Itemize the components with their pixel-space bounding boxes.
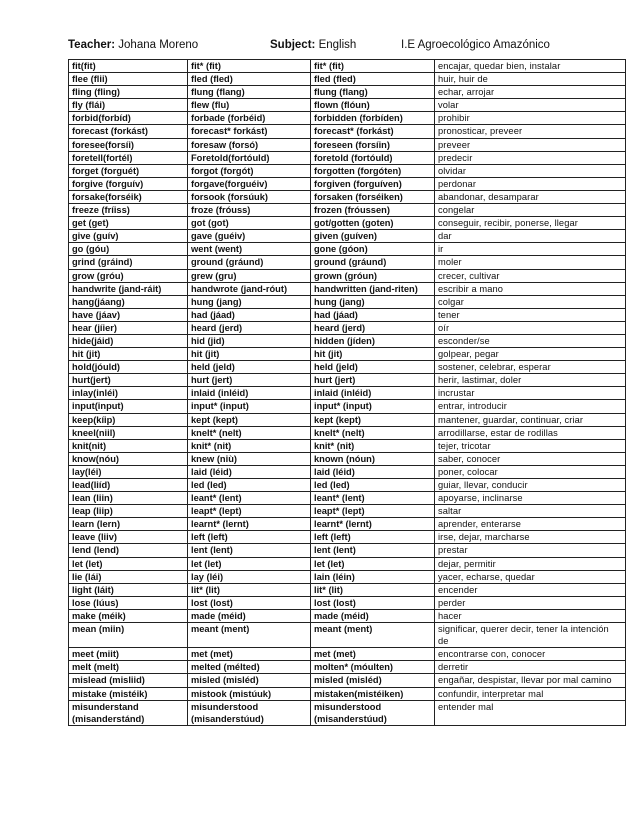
past-participle-cell: handwritten (jand-riten) — [311, 282, 435, 295]
table-row — [69, 321, 626, 334]
table-row — [69, 230, 626, 243]
infinitive-cell: forecast (forkást) — [69, 125, 188, 138]
past-cell: had (jáad) — [188, 308, 311, 321]
past-participle-cell: hidden (jíden) — [311, 334, 435, 347]
past-participle-cell: hit (jit) — [311, 348, 435, 361]
past-cell: leapt* (lept) — [188, 505, 311, 518]
table-row — [69, 505, 626, 518]
infinitive-cell: grind (gráind) — [69, 256, 188, 269]
past-cell: Foretold(fortóuld) — [188, 151, 311, 164]
infinitive-cell: forsake(forséik) — [69, 190, 188, 203]
table-row — [69, 700, 626, 725]
table-row — [69, 256, 626, 269]
past-participle-cell: lit* (lit) — [311, 583, 435, 596]
past-participle-cell: made (méid) — [311, 609, 435, 622]
infinitive-cell: meet (miit) — [69, 648, 188, 661]
past-cell: lost (lost) — [188, 596, 311, 609]
translation-cell: saltar — [435, 505, 626, 518]
past-participle-cell: leant* (lent) — [311, 492, 435, 505]
translation-cell: derretir — [435, 661, 626, 674]
translation-cell: saber, conocer — [435, 452, 626, 465]
table-row — [69, 243, 626, 256]
past-cell: flew (flu) — [188, 99, 311, 112]
past-cell: lay (léi) — [188, 570, 311, 583]
past-cell: misled (misléd) — [188, 674, 311, 687]
past-participle-cell: meant (ment) — [311, 623, 435, 648]
past-participle-cell: hurt (jert) — [311, 374, 435, 387]
translation-cell: tener — [435, 308, 626, 321]
past-cell: held (jeld) — [188, 361, 311, 374]
past-participle-cell: fled (fled) — [311, 73, 435, 86]
infinitive-cell: leap (liip) — [69, 505, 188, 518]
translation-cell: encontrarse con, conocer — [435, 648, 626, 661]
infinitive-cell: melt (melt) — [69, 661, 188, 674]
teacher-label: Teacher: — [68, 39, 116, 51]
past-cell: left (left) — [188, 531, 311, 544]
past-cell: forsook (forsúuk) — [188, 190, 311, 203]
table-row — [69, 190, 626, 203]
translation-cell: prohibir — [435, 112, 626, 125]
table-row — [69, 674, 626, 687]
infinitive-cell: have (jáav) — [69, 308, 188, 321]
past-cell: froze (fróuss) — [188, 204, 311, 217]
past-participle-cell: known (nóun) — [311, 452, 435, 465]
infinitive-cell: fit(fit) — [69, 60, 188, 73]
past-cell: got (got) — [188, 217, 311, 230]
table-row — [69, 151, 626, 164]
translation-cell: irse, dejar, marcharse — [435, 531, 626, 544]
table-row — [69, 492, 626, 505]
infinitive-cell: fling (fling) — [69, 86, 188, 99]
table-row — [69, 112, 626, 125]
past-cell: forgot (forgót) — [188, 164, 311, 177]
past-participle-cell: heard (jerd) — [311, 321, 435, 334]
infinitive-cell: hold(jóuld) — [69, 361, 188, 374]
infinitive-cell: hit (jit) — [69, 348, 188, 361]
past-cell: knew (niù) — [188, 452, 311, 465]
translation-cell: prestar — [435, 544, 626, 557]
past-cell: led (led) — [188, 479, 311, 492]
table-row — [69, 661, 626, 674]
past-participle-cell: misled (misléd) — [311, 674, 435, 687]
past-participle-cell: gone (góon) — [311, 243, 435, 256]
translation-cell: guiar, llevar, conducir — [435, 479, 626, 492]
past-participle-cell: given (guíven) — [311, 230, 435, 243]
translation-cell: oír — [435, 321, 626, 334]
past-participle-cell: grown (gróun) — [311, 269, 435, 282]
table-row — [69, 465, 626, 478]
past-participle-cell: got/gotten (goten) — [311, 217, 435, 230]
translation-cell: arrodillarse, estar de rodillas — [435, 426, 626, 439]
translation-cell: echar, arrojar — [435, 86, 626, 99]
table-row — [69, 269, 626, 282]
past-cell: lit* (lit) — [188, 583, 311, 596]
past-participle-cell: lost (lost) — [311, 596, 435, 609]
past-participle-cell: knelt* (nelt) — [311, 426, 435, 439]
past-participle-cell: forsaken (forséiken) — [311, 190, 435, 203]
past-cell: leant* (lent) — [188, 492, 311, 505]
past-cell: forgave(forguéiv) — [188, 177, 311, 190]
past-participle-cell: had (jáad) — [311, 308, 435, 321]
past-participle-cell: led (led) — [311, 479, 435, 492]
infinitive-cell: lie (lái) — [69, 570, 188, 583]
translation-cell: dejar, permitir — [435, 557, 626, 570]
past-cell: handwrote (jand-róut) — [188, 282, 311, 295]
past-participle-cell: inlaid (inléid) — [311, 387, 435, 400]
infinitive-cell: give (guív) — [69, 230, 188, 243]
past-cell: meant (ment) — [188, 623, 311, 648]
infinitive-cell: light (láit) — [69, 583, 188, 596]
infinitive-cell: learn (lern) — [69, 518, 188, 531]
infinitive-cell: mislead (misliid) — [69, 674, 188, 687]
translation-cell: pronosticar, preveer — [435, 125, 626, 138]
translation-cell: poner, colocar — [435, 465, 626, 478]
past-participle-cell: forgiven (forguíven) — [311, 177, 435, 190]
table-row — [69, 426, 626, 439]
infinitive-cell: lay(léi) — [69, 465, 188, 478]
past-cell: knit* (nit) — [188, 439, 311, 452]
past-cell: let (let) — [188, 557, 311, 570]
past-participle-cell: frozen (fróussen) — [311, 204, 435, 217]
translation-cell: volar — [435, 99, 626, 112]
past-cell: fled (fled) — [188, 73, 311, 86]
past-cell: foresaw (forsó) — [188, 138, 311, 151]
translation-cell: sostener, celebrar, esperar — [435, 361, 626, 374]
past-participle-cell: mistaken(mistéiken) — [311, 687, 435, 700]
infinitive-cell: forbid(forbíd) — [69, 112, 188, 125]
past-cell: flung (flang) — [188, 86, 311, 99]
table-row — [69, 282, 626, 295]
infinitive-cell: grow (gróu) — [69, 269, 188, 282]
past-participle-cell: knit* (nit) — [311, 439, 435, 452]
translation-cell: encender — [435, 583, 626, 596]
table-row — [69, 570, 626, 583]
infinitive-cell: know(nóu) — [69, 452, 188, 465]
table-row — [69, 204, 626, 217]
past-cell: misunderstood (misanderstúud) — [188, 700, 311, 725]
past-participle-cell: molten* (móulten) — [311, 661, 435, 674]
past-participle-cell: ground (gráund) — [311, 256, 435, 269]
translation-cell: incrustar — [435, 387, 626, 400]
infinitive-cell: let (let) — [69, 557, 188, 570]
past-participle-cell: forgotten (forgóten) — [311, 164, 435, 177]
subject-label: Subject: — [270, 39, 316, 51]
translation-cell: hacer — [435, 609, 626, 622]
past-participle-cell: flung (flang) — [311, 86, 435, 99]
table-row — [69, 623, 626, 648]
translation-cell: preveer — [435, 138, 626, 151]
translation-cell: golpear, pegar — [435, 348, 626, 361]
infinitive-cell: leave (liiv) — [69, 531, 188, 544]
infinitive-cell: kneel(niil) — [69, 426, 188, 439]
infinitive-cell: mistake (mistéik) — [69, 687, 188, 700]
table-row — [69, 387, 626, 400]
infinitive-cell: foresee(forsíi) — [69, 138, 188, 151]
infinitive-cell: lead(liíd) — [69, 479, 188, 492]
past-cell: kept (kept) — [188, 413, 311, 426]
past-participle-cell: input* (input) — [311, 400, 435, 413]
table-row — [69, 518, 626, 531]
infinitive-cell: keep(kíip) — [69, 413, 188, 426]
teacher-name: Johana Moreno — [115, 39, 199, 51]
translation-cell: moler — [435, 256, 626, 269]
table-row — [69, 400, 626, 413]
past-participle-cell: forbidden (forbíden) — [311, 112, 435, 125]
translation-cell: colgar — [435, 295, 626, 308]
table-row — [69, 452, 626, 465]
past-participle-cell: lent (lent) — [311, 544, 435, 557]
translation-cell: tejer, tricotar — [435, 439, 626, 452]
past-cell: lent (lent) — [188, 544, 311, 557]
past-participle-cell: misunderstood (misanderstúud) — [311, 700, 435, 725]
past-participle-cell: hung (jang) — [311, 295, 435, 308]
past-participle-cell: kept (kept) — [311, 413, 435, 426]
infinitive-cell: forget (forguét) — [69, 164, 188, 177]
infinitive-cell: misunderstand (misanderstánd) — [69, 700, 188, 725]
infinitive-cell: hurt(jert) — [69, 374, 188, 387]
table-row — [69, 648, 626, 661]
translation-cell: olvidar — [435, 164, 626, 177]
translation-cell: abandonar, desamparar — [435, 190, 626, 203]
irregular-verbs-table — [68, 59, 626, 726]
table-row — [69, 60, 626, 73]
translation-cell: encajar, quedar bien, instalar — [435, 60, 626, 73]
past-participle-cell: foreseen (forsíin) — [311, 138, 435, 151]
subject-info — [270, 38, 356, 52]
infinitive-cell: mean (miin) — [69, 623, 188, 648]
past-cell: ground (gráund) — [188, 256, 311, 269]
translation-cell: entrar, introducir — [435, 400, 626, 413]
past-cell: went (went) — [188, 243, 311, 256]
table-row — [69, 99, 626, 112]
past-participle-cell: forecast* (forkást) — [311, 125, 435, 138]
table-row — [69, 596, 626, 609]
infinitive-cell: handwrite (jand-ráit) — [69, 282, 188, 295]
infinitive-cell: fly (flái) — [69, 99, 188, 112]
past-participle-cell: fit* (fit) — [311, 60, 435, 73]
table-row — [69, 73, 626, 86]
past-cell: inlaid (inléid) — [188, 387, 311, 400]
subject-name: English — [315, 39, 357, 51]
table-row — [69, 687, 626, 700]
past-participle-cell: met (met) — [311, 648, 435, 661]
past-cell: forbade (forbéid) — [188, 112, 311, 125]
past-cell: melted (mélted) — [188, 661, 311, 674]
translation-cell: mantener, guardar, continuar, criar — [435, 413, 626, 426]
past-participle-cell: lain (léin) — [311, 570, 435, 583]
translation-cell: huir, huir de — [435, 73, 626, 86]
translation-cell: engañar, despistar, llevar por mal camino — [435, 674, 626, 687]
translation-cell: yacer, echarse, quedar — [435, 570, 626, 583]
past-participle-cell: held (jeld) — [311, 361, 435, 374]
infinitive-cell: freeze (fríiss) — [69, 204, 188, 217]
table-row — [69, 479, 626, 492]
infinitive-cell: hang(jáang) — [69, 295, 188, 308]
past-participle-cell: laid (léid) — [311, 465, 435, 478]
table-row — [69, 609, 626, 622]
translation-cell: esconder/se — [435, 334, 626, 347]
translation-cell: perder — [435, 596, 626, 609]
past-participle-cell: left (left) — [311, 531, 435, 544]
table-row — [69, 177, 626, 190]
past-cell: hung (jang) — [188, 295, 311, 308]
table-row — [69, 138, 626, 151]
past-cell: knelt* (nelt) — [188, 426, 311, 439]
institution-name: I.E Agroecológico Amazónico — [401, 39, 550, 51]
table-row — [69, 217, 626, 230]
infinitive-cell: forgive (forguív) — [69, 177, 188, 190]
past-participle-cell: flown (flóun) — [311, 99, 435, 112]
past-cell: hurt (jert) — [188, 374, 311, 387]
past-cell: input* (input) — [188, 400, 311, 413]
past-participle-cell: foretold (fortóuld) — [311, 151, 435, 164]
infinitive-cell: go (góu) — [69, 243, 188, 256]
translation-cell: confundir, interpretar mal — [435, 687, 626, 700]
translation-cell: escribir a mano — [435, 282, 626, 295]
infinitive-cell: foretell(fortél) — [69, 151, 188, 164]
translation-cell: apoyarse, inclinarse — [435, 492, 626, 505]
translation-cell: perdonar — [435, 177, 626, 190]
infinitive-cell: inlay(inléi) — [69, 387, 188, 400]
table-row — [69, 164, 626, 177]
past-cell: heard (jerd) — [188, 321, 311, 334]
translation-cell: entender mal — [435, 700, 626, 725]
past-cell: learnt* (lernt) — [188, 518, 311, 531]
translation-cell: significar, querer decir, tener la intención de — [435, 623, 626, 648]
past-cell: met (met) — [188, 648, 311, 661]
infinitive-cell: lean (liin) — [69, 492, 188, 505]
table-row — [69, 334, 626, 347]
infinitive-cell: hide(jáid) — [69, 334, 188, 347]
past-cell: gave (guéiv) — [188, 230, 311, 243]
translation-cell: conseguir, recibir, ponerse, llegar — [435, 217, 626, 230]
past-cell: forecast* forkást) — [188, 125, 311, 138]
translation-cell: predecir — [435, 151, 626, 164]
table-row — [69, 544, 626, 557]
past-cell: fit* (fit) — [188, 60, 311, 73]
infinitive-cell: input(input) — [69, 400, 188, 413]
table-row — [69, 374, 626, 387]
infinitive-cell: lend (lend) — [69, 544, 188, 557]
infinitive-cell: hear (jíier) — [69, 321, 188, 334]
table-row — [69, 348, 626, 361]
translation-cell: aprender, enterarse — [435, 518, 626, 531]
table-row — [69, 531, 626, 544]
translation-cell: ir — [435, 243, 626, 256]
verbs-table-body — [69, 60, 626, 726]
table-row — [69, 295, 626, 308]
translation-cell: herir, lastimar, doler — [435, 374, 626, 387]
table-row — [69, 125, 626, 138]
table-row — [69, 439, 626, 452]
past-cell: hid (jid) — [188, 334, 311, 347]
table-row — [69, 361, 626, 374]
translation-cell: crecer, cultivar — [435, 269, 626, 282]
translation-cell: dar — [435, 230, 626, 243]
table-row — [69, 583, 626, 596]
past-cell: mistook (mistúuk) — [188, 687, 311, 700]
table-row — [69, 308, 626, 321]
infinitive-cell: lose (lúus) — [69, 596, 188, 609]
table-row — [69, 86, 626, 99]
past-cell: made (méid) — [188, 609, 311, 622]
table-row — [69, 557, 626, 570]
past-participle-cell: learnt* (lernt) — [311, 518, 435, 531]
infinitive-cell: knit(nit) — [69, 439, 188, 452]
past-participle-cell: let (let) — [311, 557, 435, 570]
teacher-info — [68, 38, 198, 52]
infinitive-cell: make (méik) — [69, 609, 188, 622]
past-participle-cell: leapt* (lept) — [311, 505, 435, 518]
infinitive-cell: get (get) — [69, 217, 188, 230]
table-row — [69, 413, 626, 426]
past-cell: grew (gru) — [188, 269, 311, 282]
infinitive-cell: flee (flii) — [69, 73, 188, 86]
past-cell: hit (jit) — [188, 348, 311, 361]
past-cell: laid (léid) — [188, 465, 311, 478]
translation-cell: congelar — [435, 204, 626, 217]
